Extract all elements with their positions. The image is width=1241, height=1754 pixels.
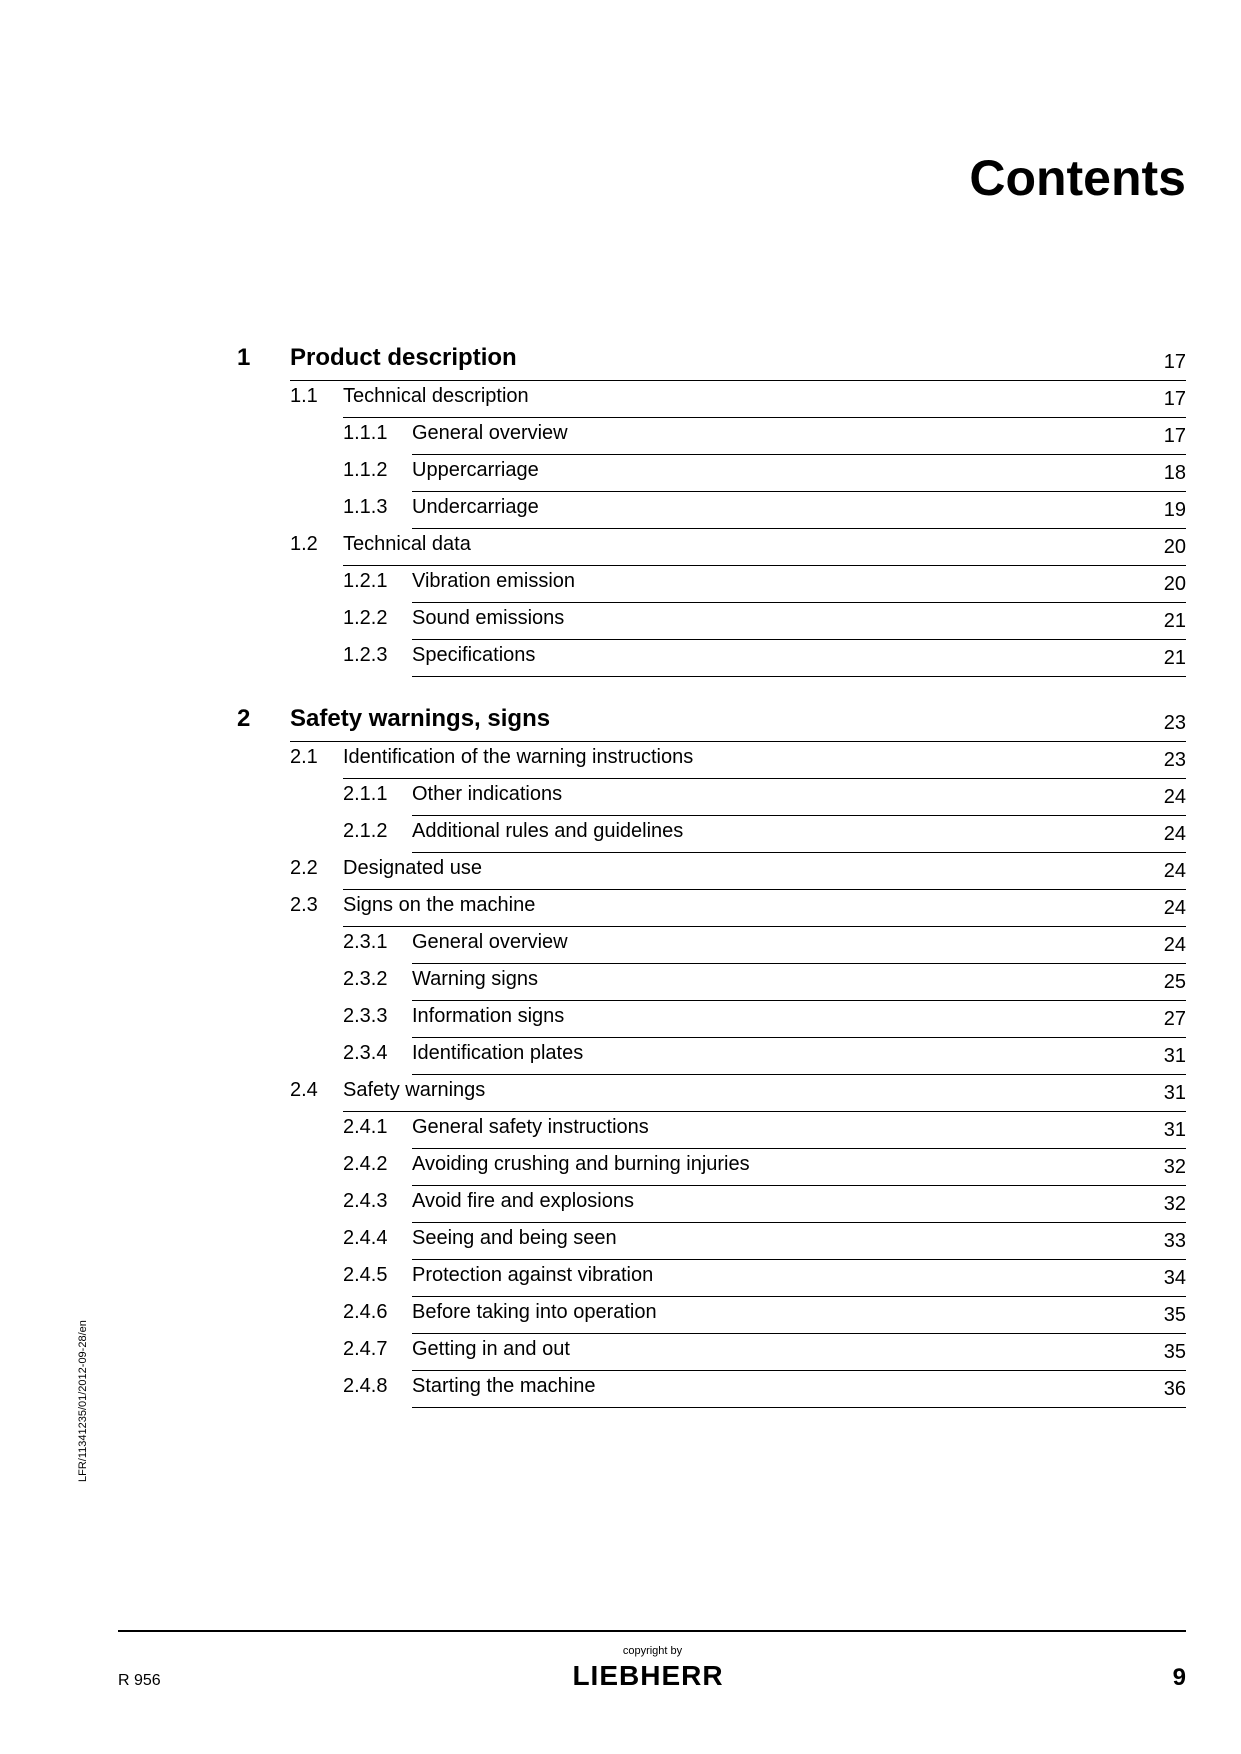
toc-entry-page: 20 [1163,573,1186,595]
toc-entry-underline [343,565,1186,566]
toc-entry-number: 2.4.6 [343,1301,388,1323]
toc-entry-title: Specifications [412,644,536,666]
toc-entry-underline [343,889,1186,890]
toc-entry-underline [412,491,1186,492]
toc-entry-underline [343,1111,1186,1112]
liebherr-logo [558,1659,738,1691]
toc-entry-page: 24 [1163,823,1186,845]
toc-entry-number: 1 [237,344,251,371]
footer-divider [118,1630,1186,1632]
toc-entry-underline [412,1148,1186,1149]
toc-entry[interactable] [343,1040,1186,1074]
toc-entry-page: 20 [1163,536,1186,558]
toc-entry-page: 21 [1163,647,1186,669]
toc-entry-number: 2.4.8 [343,1375,388,1397]
toc-entry-page: 27 [1163,1008,1186,1030]
toc-entry[interactable] [343,1114,1186,1148]
toc-entry-title: Before taking into operation [412,1301,657,1323]
toc-entry-underline [343,778,1186,779]
toc-entry-page: 32 [1163,1193,1186,1215]
footer-model: R 956 [118,1672,161,1689]
toc-entry-number: 1.1 [290,385,318,407]
toc-entry-page: 24 [1163,860,1186,882]
toc-entry-underline [412,815,1186,816]
toc-entry[interactable] [343,1373,1186,1407]
toc-entry-page: 25 [1163,971,1186,993]
toc-entry-underline [343,417,1186,418]
toc-entry[interactable] [343,1188,1186,1222]
toc-entry-number: 1.1.3 [343,496,388,518]
toc-entry-number: 2.4.5 [343,1264,388,1286]
toc-entry-number: 2.4.3 [343,1190,388,1212]
toc-entry-title: Designated use [343,857,482,879]
toc-entry-underline [412,639,1186,640]
toc-entry[interactable] [343,1151,1186,1185]
toc-entry-underline [412,1000,1186,1001]
page-title: Contents [969,150,1186,206]
toc-entry-page: 35 [1163,1304,1186,1326]
toc-entry[interactable] [343,605,1186,639]
toc-entry-number: 1.2.1 [343,570,388,592]
toc-entry-underline [412,1370,1186,1371]
toc-entry-page: 24 [1163,897,1186,919]
toc-entry-number: 2.3 [290,894,318,916]
toc-entry-page: 24 [1163,934,1186,956]
toc-entry-underline [412,1259,1186,1260]
toc-entry-title: Technical description [343,385,529,407]
toc-entry-number: 2.4.7 [343,1338,388,1360]
page-number: 9 [1172,1664,1186,1691]
toc-entry-number: 2.4.1 [343,1116,388,1138]
toc-entry-underline [412,1037,1186,1038]
toc-entry-title: Getting in and out [412,1338,570,1360]
toc-entry-underline [412,1407,1186,1408]
toc-entry[interactable] [343,1003,1186,1037]
toc-entry-number: 2.4 [290,1079,318,1101]
toc-entry-title: General overview [412,931,568,953]
toc-entry-number: 2.3.2 [343,968,388,990]
toc-entry-title: Other indications [412,783,563,805]
toc-entry-number: 1.1.2 [343,459,388,481]
toc-entry[interactable] [237,705,1186,741]
toc-entry-page: 35 [1163,1341,1186,1363]
toc-entry[interactable] [343,966,1186,1000]
toc-entry-title: Uppercarriage [412,459,539,481]
toc-entry-number: 1.1.1 [343,422,388,444]
toc-entry[interactable] [290,892,1186,926]
toc-entry-title: Identification of the warning instructions [343,746,694,768]
toc-entry-title: Seeing and being seen [412,1227,617,1249]
toc-entry-page: 34 [1163,1267,1186,1289]
toc-entry-title: General overview [412,422,568,444]
toc-entry-underline [412,1185,1186,1186]
document-code: LFR/11341235/01/2012-09-28/en [77,1320,89,1482]
toc-entry-title: General safety instructions [412,1116,649,1138]
toc-entry-number: 2.1.1 [343,783,388,805]
toc-entry-number: 1.2 [290,533,318,555]
toc-entry-title: Technical data [343,533,471,555]
toc-entry-underline [412,528,1186,529]
toc-entry[interactable] [343,929,1186,963]
toc-entry-underline [290,380,1186,381]
toc-entry-underline [412,454,1186,455]
toc-entry-page: 33 [1163,1230,1186,1252]
toc-entry-title: Signs on the machine [343,894,536,916]
toc-entry-title: Avoiding crushing and burning injuries [412,1153,750,1175]
toc-entry-number: 2.3.4 [343,1042,388,1064]
toc-entry-title: Sound emissions [412,607,565,629]
toc-entry-page: 17 [1163,388,1186,410]
toc-entry-page: 23 [1163,749,1186,771]
toc-entry-number: 2.4.2 [343,1153,388,1175]
toc-entry[interactable] [343,1336,1186,1370]
toc-entry-page: 31 [1163,1082,1186,1104]
toc-entry-page: 31 [1163,1045,1186,1067]
copyright-label: copyright by [622,1645,683,1657]
toc-entry-title: Information signs [412,1005,565,1027]
toc-entry-title: Warning signs [412,968,538,990]
toc-entry[interactable] [237,344,1186,380]
toc-entry[interactable] [290,855,1186,889]
toc-entry-page: 19 [1163,499,1186,521]
toc-entry-title: Protection against vibration [412,1264,654,1286]
toc-entry[interactable] [290,744,1186,778]
toc-entry-underline [343,926,1186,927]
toc-entry-underline [412,1333,1186,1334]
toc-entry-page: 18 [1163,462,1186,484]
toc-entry-title: Safety warnings, signs [290,705,551,732]
toc-entry[interactable] [290,531,1186,565]
toc-entry-page: 17 [1163,425,1186,447]
toc-entry[interactable] [290,383,1186,417]
toc-entry-number: 2.3.3 [343,1005,388,1027]
toc-entry-underline [412,1222,1186,1223]
toc-entry[interactable] [343,420,1186,454]
toc-entry-number: 2.2 [290,857,318,879]
toc-entry[interactable] [343,568,1186,602]
toc-entry-page: 21 [1163,610,1186,632]
toc-entry-underline [412,1296,1186,1297]
toc-entry-page: 24 [1163,786,1186,808]
toc-entry-title: Starting the machine [412,1375,596,1397]
toc-entry-number: 1.2.2 [343,607,388,629]
toc-entry-number: 2.1.2 [343,820,388,842]
toc-entry-title: Avoid fire and explosions [412,1190,634,1212]
toc-entry-number: 2.4.4 [343,1227,388,1249]
toc-entry-number: 1.2.3 [343,644,388,666]
toc-entry-number: 2.1 [290,746,318,768]
toc-entry-page: 23 [1163,712,1186,734]
toc-entry-underline [412,1074,1186,1075]
toc-entry-underline [412,676,1186,677]
toc-entry[interactable] [343,1225,1186,1259]
toc-entry-number: 2.3.1 [343,931,388,953]
toc-entry-page: 32 [1163,1156,1186,1178]
toc-entry-page: 36 [1163,1378,1186,1400]
svg-text:LIEBHERR: LIEBHERR [572,1660,724,1691]
toc-entry[interactable] [343,781,1186,815]
toc-entry[interactable] [343,494,1186,528]
toc-entry-underline [290,741,1186,742]
toc-entry-page: 17 [1163,351,1186,373]
toc-entry-title: Undercarriage [412,496,539,518]
toc-entry[interactable] [343,457,1186,491]
toc-entry-title: Additional rules and guidelines [412,820,684,842]
toc-entry-underline [412,963,1186,964]
toc-entry[interactable] [290,1077,1186,1111]
toc-entry[interactable] [343,642,1186,676]
toc-entry-title: Vibration emission [412,570,576,592]
toc-entry-underline [412,602,1186,603]
toc-entry-title: Product description [290,344,517,371]
toc-entry[interactable] [343,1299,1186,1333]
toc-entry[interactable] [343,818,1186,852]
toc-entry-underline [412,852,1186,853]
toc-entry-number: 2 [237,705,251,732]
toc-entry-page: 31 [1163,1119,1186,1141]
toc-entry[interactable] [343,1262,1186,1296]
toc-entry-title: Safety warnings [343,1079,486,1101]
toc-entry-title: Identification plates [412,1042,584,1064]
